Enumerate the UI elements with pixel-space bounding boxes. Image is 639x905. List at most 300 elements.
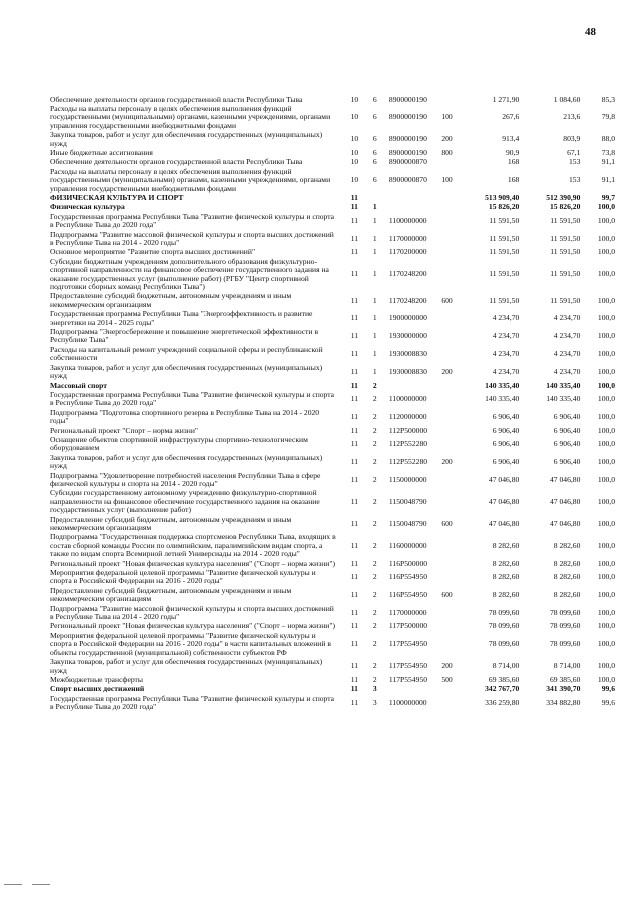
row-execution-percent: 91,1 — [601, 175, 615, 185]
row-planned-amount: 4 234,70 — [492, 349, 520, 359]
row-expense-type — [436, 604, 458, 622]
row-section: 11 — [350, 590, 359, 600]
row-target-item: 112P552280 — [388, 439, 428, 449]
row-name: Оснащение объектов спортивной инфраструктуры спортивно-технологическим оборудованием — [50, 434, 308, 453]
row-expense-type — [436, 685, 458, 694]
row-executed-amount: 4 234,70 — [553, 331, 581, 341]
table-row — [50, 381, 615, 390]
row-planned-amount: 267,6 — [502, 112, 520, 122]
row-subsection: 2 — [372, 639, 377, 649]
row-section: 11 — [350, 366, 359, 376]
table-row — [50, 586, 615, 604]
row-section: 10 — [350, 134, 359, 144]
row-name: Подпрограмма "Энергосбережение и повышение энергетической эффективности в Республике Тыва" — [50, 327, 319, 345]
row-name: Закупка товаров, работ и услуг для обеспечения государственных (муниципальных) нужд — [50, 452, 323, 471]
row-subsection: 1 — [372, 233, 377, 243]
row-name: Закупка товаров, работ и услуг для обеспечения государственных (муниципальных) нужд — [50, 362, 323, 381]
row-executed-amount: 78 099,60 — [549, 621, 581, 631]
row-subsection: 2 — [372, 411, 377, 421]
row-section: 11 — [350, 215, 359, 225]
row-execution-percent: 100,0 — [597, 394, 615, 404]
row-target-item: 1150000000 — [388, 474, 427, 484]
table-row — [50, 604, 615, 622]
row-name: Региональный проект "Новая физическая культура населения" ("Спорт – норма жизни") — [50, 621, 335, 631]
row-subsection: 2 — [372, 439, 377, 449]
row-execution-percent: 100,0 — [597, 674, 615, 684]
row-target-item: 1170248200 — [388, 295, 427, 305]
row-planned-amount: 6 906,40 — [492, 456, 520, 466]
row-execution-percent: 100,0 — [597, 590, 615, 600]
row-target-item: 1100000000 — [388, 215, 427, 225]
row-section: 11 — [350, 474, 359, 484]
row-section: 11 — [350, 247, 359, 257]
table-row — [50, 292, 615, 310]
row-planned-amount: 8 714,00 — [492, 661, 520, 671]
row-expense-type — [436, 230, 458, 248]
row-expense-type — [436, 569, 458, 587]
row-name: Обеспечение деятельности органов государственной власти Республики Тыва — [50, 94, 303, 104]
row-expense-type: 500 — [441, 674, 453, 684]
row-target-item — [385, 203, 436, 212]
row-expense-type — [436, 95, 458, 104]
row-subsection: 2 — [372, 558, 377, 568]
row-section: 11 — [350, 558, 359, 568]
row-execution-percent: 100,0 — [597, 215, 615, 225]
row-execution-percent: 100,0 — [597, 540, 615, 550]
row-subsection: 6 — [372, 157, 377, 167]
row-section: 11 — [350, 411, 359, 421]
table-row — [50, 167, 615, 193]
row-planned-amount: 168 — [507, 175, 520, 185]
row-planned-amount: 11 591,50 — [489, 269, 520, 279]
row-subsection: 2 — [372, 674, 377, 684]
row-expense-type: 100 — [441, 112, 453, 122]
row-executed-amount: 78 099,60 — [549, 607, 581, 617]
row-name: Закупка товаров, работ и услуг для обеспечения государственных (муниципальных) нужд — [50, 130, 323, 148]
row-executed-amount: 11 591,50 — [550, 269, 581, 279]
row-execution-percent: 100,0 — [597, 269, 615, 279]
row-subsection: 2 — [372, 621, 377, 631]
row-target-item: 112P500000 — [388, 425, 428, 435]
row-target-item: 1170000000 — [388, 607, 427, 617]
row-name: Массовый спорт — [50, 380, 108, 390]
row-section: 11 — [350, 697, 359, 707]
table-row — [50, 328, 615, 346]
row-planned-amount: 140 335,40 — [485, 394, 520, 404]
row-execution-percent: 100,0 — [597, 661, 615, 671]
row-executed-amount: 11 591,50 — [550, 215, 581, 225]
budget-table-body — [50, 95, 615, 712]
row-target-item — [385, 381, 436, 390]
row-target-item: 117P554950 — [388, 674, 428, 684]
row-section: 10 — [350, 175, 359, 185]
row-section: 11 — [350, 518, 359, 528]
row-target-item: 1100000000 — [388, 697, 427, 707]
table-row — [50, 622, 615, 631]
row-name: Межбюджетные трансферты — [50, 674, 143, 684]
row-name: Обеспечение деятельности органов государственной власти Республики Тыва — [50, 157, 303, 167]
row-target-item: 1170248200 — [388, 269, 427, 279]
row-planned-amount: 140 335,40 — [485, 380, 520, 390]
row-execution-percent: 99,6 — [601, 697, 615, 707]
row-target-item: 117P554950 — [388, 661, 428, 671]
row-expense-type — [436, 426, 458, 435]
row-subsection: 2 — [372, 380, 377, 390]
row-section: 11 — [350, 313, 359, 323]
row-executed-amount: 78 099,60 — [549, 639, 581, 649]
row-expense-type — [436, 533, 458, 559]
row-name: ФИЗИЧЕСКАЯ КУЛЬТУРА И СПОРТ — [50, 192, 184, 202]
row-target-item: 8900000190 — [388, 112, 427, 122]
row-executed-amount: 1 084,60 — [553, 94, 581, 104]
row-section: 10 — [350, 94, 359, 104]
table-row — [50, 212, 615, 230]
row-subsection: 1 — [372, 349, 377, 359]
row-planned-amount: 336 259,80 — [485, 697, 520, 707]
row-executed-amount: 69 385,60 — [549, 674, 581, 684]
row-section: 11 — [350, 380, 358, 390]
row-name: Подпрограмма "Развитие массовой физической культуры и спорта высших достижений в Республике Тыва на 2014 - 2020 годы" — [50, 229, 334, 247]
table-row — [50, 95, 615, 104]
row-name: Подпрограмма "Развитие массовой физической культуры и спорта высших достижений в Республике Тыва на 2014 - 2020 годы" — [50, 603, 334, 622]
row-executed-amount: 6 906,40 — [553, 425, 581, 435]
row-target-item: 1100000000 — [388, 394, 427, 404]
row-target-item: 8900000190 — [388, 147, 427, 157]
row-execution-percent: 100,0 — [597, 558, 615, 568]
row-target-item: 1160000000 — [388, 540, 427, 550]
table-row — [50, 658, 615, 676]
row-execution-percent: 99,6 — [601, 684, 615, 694]
row-name: Иные бюджетные ассигнования — [50, 147, 153, 157]
row-section: 11 — [350, 394, 359, 404]
row-section: 11 — [350, 674, 359, 684]
row-section: 11 — [350, 349, 359, 359]
table-row — [50, 694, 615, 712]
row-expense-type — [436, 559, 458, 568]
row-executed-amount: 803,9 — [563, 134, 581, 144]
row-subsection: 1 — [372, 366, 377, 376]
row-section: 11 — [350, 425, 359, 435]
row-name: Подпрограмма "Государственная поддержка спортсменов Республики Тыва, входящих в состав сборной команды России по олимпийским, паралимпийским видам спорта, а также по видам спорта Всемирной летней Универсиады на 2014 - 2020 годы" — [50, 532, 336, 559]
table-row — [50, 104, 615, 130]
row-section: 11 — [350, 269, 359, 279]
row-subsection: 1 — [372, 295, 377, 305]
table-row — [50, 515, 615, 533]
row-expense-type: 200 — [441, 456, 453, 466]
row-planned-amount: 90,9 — [505, 147, 520, 157]
row-target-item: 116P554950 — [388, 590, 428, 600]
row-expense-type — [436, 248, 458, 257]
table-row — [50, 489, 615, 515]
row-target-item: 117P554950 — [388, 639, 428, 649]
row-section: 11 — [350, 607, 359, 617]
row-execution-percent: 79,8 — [601, 112, 615, 122]
row-planned-amount: 47 046,80 — [488, 496, 520, 506]
row-expense-type — [436, 328, 458, 346]
row-target-item — [385, 193, 436, 202]
row-subsection: 6 — [372, 147, 377, 157]
row-subsection: 2 — [372, 540, 377, 550]
table-row — [50, 345, 615, 363]
row-subsection: 1 — [372, 331, 377, 341]
row-subsection: 1 — [372, 269, 377, 279]
table-row — [50, 569, 615, 587]
row-name: Расходы на выплаты персоналу в целях обеспечения выполнения функций государственными (муниципальными) органами, казенными учреждениями, органами управления государственными внебюджетными фондами — [50, 166, 331, 193]
row-planned-amount: 8 282,60 — [492, 558, 520, 568]
row-name: Спорт высших достижений — [50, 684, 145, 694]
row-executed-amount: 140 335,40 — [546, 380, 581, 390]
row-name: Подпрограмма "Удовлетворение потребностей населения Республики Тыва в сфере физической культуры и спорта на 2014 - 2020 годы" — [50, 470, 321, 488]
row-subsection: 2 — [372, 474, 377, 484]
row-section: 10 — [350, 112, 359, 122]
row-section: 11 — [350, 572, 359, 582]
row-expense-type — [436, 203, 458, 212]
row-execution-percent: 88,0 — [601, 134, 615, 144]
row-section: 10 — [350, 147, 359, 157]
row-execution-percent: 100,0 — [597, 518, 615, 528]
row-execution-percent: 100,0 — [597, 349, 615, 359]
row-executed-amount: 4 234,70 — [553, 349, 581, 359]
row-target-item: 8900000870 — [388, 175, 427, 185]
row-expense-type — [436, 631, 458, 657]
row-target-item: 116P554950 — [388, 572, 428, 582]
row-subsection: 3 — [372, 697, 377, 707]
row-executed-amount: 6 906,40 — [553, 456, 581, 466]
row-planned-amount: 8 282,60 — [492, 572, 520, 582]
row-planned-amount: 47 046,80 — [488, 474, 520, 484]
row-section: 11 — [350, 540, 359, 550]
row-section: 11 — [350, 661, 359, 671]
row-executed-amount: 47 046,80 — [549, 496, 581, 506]
row-planned-amount: 8 282,60 — [492, 590, 520, 600]
row-executed-amount: 47 046,80 — [549, 474, 581, 484]
row-expense-type — [436, 257, 458, 292]
row-execution-percent: 100,0 — [597, 366, 615, 376]
row-target-item: 1930000000 — [388, 331, 427, 341]
row-planned-amount: 78 099,60 — [488, 639, 520, 649]
row-name: Расходы на выплаты персоналу в целях обеспечения выполнения функций государственными (муниципальными) органами, казенными учреждениями, органами управления государственными внебюджетными фондами — [50, 103, 331, 130]
row-executed-amount: 15 826,20 — [549, 202, 581, 212]
row-planned-amount: 4 234,70 — [492, 366, 520, 376]
row-target-item — [385, 685, 436, 694]
row-expense-type — [436, 193, 458, 202]
row-planned-amount: 4 234,70 — [492, 331, 520, 341]
row-subsection: 1 — [372, 247, 377, 257]
row-planned-amount: 11 591,50 — [489, 295, 520, 305]
row-executed-amount: 140 335,40 — [546, 394, 581, 404]
row-name: Предоставление субсидий бюджетным, автономным учреждениям и иным некоммерческим организациям — [50, 585, 292, 604]
row-name: Государственная программа Республики Тыва "Развитие физической культуры и спорта в Республике Тыва до 2020 года" — [50, 389, 335, 408]
table-row — [50, 310, 615, 328]
row-target-item: 1150048790 — [388, 518, 427, 528]
table-row — [50, 158, 615, 167]
row-section: 11 — [350, 295, 359, 305]
row-executed-amount: 8 282,60 — [553, 572, 581, 582]
table-row — [50, 363, 615, 381]
row-planned-amount: 1 271,90 — [492, 94, 520, 104]
row-subsection: 2 — [372, 661, 377, 671]
table-row — [50, 230, 615, 248]
row-expense-type — [436, 471, 458, 489]
row-name: Субсидии государственному автономному учреждению физкультурно-спортивной направленности на финансовое обеспечение государственного задания на оказание государственных услуг (выполнение работ) — [50, 488, 320, 515]
row-planned-amount: 4 234,70 — [492, 313, 520, 323]
row-executed-amount: 6 906,40 — [553, 411, 581, 421]
table-row — [50, 533, 615, 559]
row-section: 11 — [350, 192, 358, 202]
row-subsection: 1 — [372, 202, 377, 212]
row-target-item: 1150048790 — [388, 496, 427, 506]
row-planned-amount: 11 591,50 — [489, 247, 520, 257]
row-expense-type: 600 — [441, 518, 453, 528]
row-planned-amount: 6 906,40 — [492, 439, 520, 449]
row-execution-percent: 100,0 — [597, 295, 615, 305]
row-planned-amount: 69 385,60 — [488, 674, 520, 684]
row-planned-amount: 78 099,60 — [488, 607, 520, 617]
row-execution-percent: 100,0 — [597, 439, 615, 449]
footer-divider — [32, 884, 50, 885]
row-planned-amount: 342 767,70 — [485, 684, 520, 694]
row-expense-type: 100 — [441, 175, 453, 185]
row-expense-type: 200 — [441, 134, 453, 144]
row-expense-type — [436, 310, 458, 328]
page-footer — [0, 884, 639, 885]
row-subsection: 2 — [372, 425, 377, 435]
row-name: Расходы на капитальный ремонт учреждений социальной сферы и республиканской собственности — [50, 344, 323, 363]
row-executed-amount: 8 282,60 — [553, 558, 581, 568]
table-row — [50, 390, 615, 408]
row-expense-type: 600 — [441, 590, 453, 600]
row-executed-amount: 153 — [568, 175, 581, 185]
row-expense-type — [436, 345, 458, 363]
row-subsection: 6 — [372, 134, 377, 144]
row-section: 11 — [350, 684, 358, 694]
table-row — [50, 408, 615, 426]
row-subsection: 2 — [372, 607, 377, 617]
row-name: Региональный проект "Спорт – норма жизни" — [50, 425, 199, 435]
table-row — [50, 203, 615, 212]
row-subsection: 2 — [372, 572, 377, 582]
row-target-item: 1930008830 — [388, 349, 427, 359]
table-row — [50, 631, 615, 657]
row-expense-type — [436, 212, 458, 230]
row-execution-percent: 100,0 — [597, 202, 615, 212]
row-subsection: 1 — [372, 215, 377, 225]
row-section: 11 — [350, 456, 359, 466]
row-executed-amount: 47 046,80 — [549, 518, 581, 528]
row-execution-percent: 100,0 — [597, 496, 615, 506]
row-subsection: 6 — [372, 112, 377, 122]
row-expense-type — [436, 390, 458, 408]
row-target-item: 117P500000 — [388, 621, 428, 631]
row-section: 11 — [350, 233, 359, 243]
row-name: Государственная программа Республики Тыва "Энергоэффективность и развитие энергетики на 2014 - 2025 годы" — [50, 309, 313, 327]
row-execution-percent: 100,0 — [597, 474, 615, 484]
row-name: Основное мероприятие "Развитие спорта высших достижений" — [50, 247, 256, 257]
row-subsection: 2 — [372, 456, 377, 466]
row-name: Региональный проект "Новая физическая культура населения" ("Спорт – норма жизни") — [50, 558, 335, 568]
row-executed-amount: 4 234,70 — [553, 366, 581, 376]
row-executed-amount: 334 882,80 — [546, 697, 581, 707]
row-section: 11 — [350, 331, 359, 341]
page-number: 48 — [585, 26, 596, 38]
row-execution-percent: 100,0 — [597, 456, 615, 466]
row-executed-amount: 11 591,50 — [550, 247, 581, 257]
row-expense-type: 200 — [441, 366, 453, 376]
row-expense-type — [436, 489, 458, 515]
row-section: 11 — [350, 439, 359, 449]
row-executed-amount: 8 714,00 — [553, 661, 581, 671]
row-executed-amount: 512 390,90 — [546, 192, 581, 202]
table-row — [50, 248, 615, 257]
row-section: 10 — [350, 157, 359, 167]
table-row — [50, 193, 615, 202]
row-target-item: 8900000190 — [388, 134, 427, 144]
row-planned-amount: 6 906,40 — [492, 411, 520, 421]
row-executed-amount: 11 591,50 — [550, 295, 581, 305]
row-execution-percent: 100,0 — [597, 572, 615, 582]
row-planned-amount: 913,4 — [502, 134, 520, 144]
row-name: Подпрограмма "Подготовка спортивного резерва в Республике Тыва на 2014 - 2020 годы" — [50, 407, 320, 426]
row-name: Мероприятия федеральной целевой программы "Развитие физической культуры и спорта в Российской Федерации на 2016 - 2020 годы" в части капитальных вложений в объекты государственной (муниципальной) собственности субъектов РФ — [50, 630, 331, 657]
row-subsection: 2 — [372, 394, 377, 404]
row-planned-amount: 168 — [507, 157, 520, 167]
row-target-item: 1120000000 — [388, 411, 427, 421]
row-subsection: 2 — [372, 518, 377, 528]
row-executed-amount: 11 591,50 — [550, 233, 581, 243]
row-execution-percent: 73,8 — [601, 147, 615, 157]
row-executed-amount: 213,6 — [563, 112, 581, 122]
row-name: Государственная программа Республики Тыва "Развитие физической культуры и спорта в Республике Тыва до 2020 года" — [50, 211, 335, 230]
row-section: 11 — [350, 639, 359, 649]
row-execution-percent: 100,0 — [597, 380, 615, 390]
table-row — [50, 131, 615, 149]
row-section: 11 — [350, 202, 358, 212]
row-planned-amount: 78 099,60 — [488, 621, 520, 631]
row-executed-amount: 153 — [568, 157, 581, 167]
row-executed-amount: 8 282,60 — [553, 590, 581, 600]
row-expense-type — [436, 622, 458, 631]
row-executed-amount: 67,1 — [567, 147, 581, 157]
row-planned-amount: 8 282,60 — [492, 540, 520, 550]
row-execution-percent: 100,0 — [597, 425, 615, 435]
row-target-item: 112P552280 — [388, 456, 428, 466]
row-planned-amount: 11 591,50 — [489, 215, 520, 225]
row-execution-percent: 100,0 — [597, 411, 615, 421]
row-target-item: 1170000000 — [388, 233, 427, 243]
row-expense-type: 200 — [441, 661, 453, 671]
row-name: Физическая культура — [50, 202, 125, 212]
table-row — [50, 257, 615, 292]
row-name: Субсидии бюджетным учреждениям дополнительного образования физкультурно-спортивной направленности на финансовое обеспечение государственного задания на оказание государственных услуг (выполнение работ) (РГБУ "Центр спортивной подготовки сборных команд Республики Тыва") — [50, 256, 329, 292]
row-execution-percent: 100,0 — [597, 313, 615, 323]
row-executed-amount: 341 390,70 — [546, 684, 581, 694]
row-expense-type: 800 — [441, 147, 453, 157]
row-subsection: 3 — [372, 684, 377, 694]
row-execution-percent: 85,3 — [601, 94, 615, 104]
row-target-item: 1170200000 — [388, 247, 427, 257]
row-name: Предоставление субсидий бюджетным, автономным учреждениям и иным некоммерческим организациям — [50, 291, 292, 309]
row-expense-type — [436, 381, 458, 390]
row-execution-percent: 99,7 — [601, 192, 615, 202]
row-executed-amount: 8 282,60 — [553, 540, 581, 550]
row-target-item: 8900000870 — [388, 157, 427, 167]
row-section: 11 — [350, 621, 359, 631]
row-section: 11 — [350, 496, 359, 506]
row-execution-percent: 100,0 — [597, 639, 615, 649]
row-planned-amount: 6 906,40 — [492, 425, 520, 435]
table-row — [50, 471, 615, 489]
row-execution-percent: 100,0 — [597, 247, 615, 257]
